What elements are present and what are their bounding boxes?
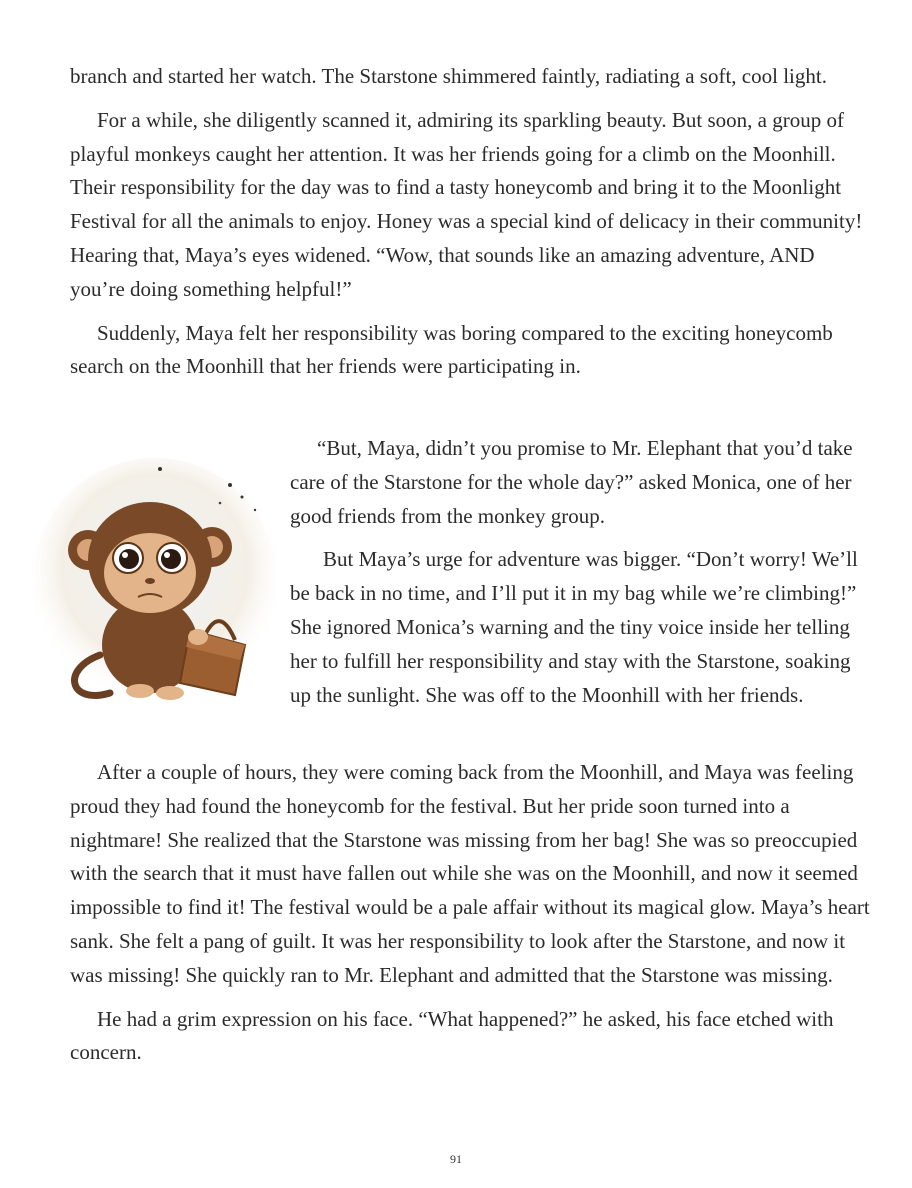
- paragraph: He had a grim expression on his face. “What happened?” he asked, his face etched with concern.: [70, 1006, 834, 1065]
- paragraph: But Maya’s urge for adventure was bigger. “Don’t worry! We’ll be back in no time, and I’ll put it in my bag while we’re climbing!” She ignored Monica’s warning and the tiny voice inside her telling her to fulfill her responsibility and stay with the Starstone, soaking up the sunlight. She was off to the Moonhill with her friends.: [290, 547, 858, 707]
- side-text-block: [290, 432, 870, 722]
- paragraph: After a couple of hours, they were coming back from the Moonhill, and Maya was feeling proud they had found the honeycomb for the festival. But her pride soon turned into a nightmare! She realized that the Starstone was missing from her bag! She was so preoccupied with the search that it must have fallen out while she was on the Moonhill, and now it seemed impossible to find it! The festival would be a pale affair without its magical glow. Maya’s heart sank. She felt a pang of guilt. It was her responsibility to look after the Starstone, and now it was missing! She quickly ran to Mr. Elephant and admitted that the Starstone was missing.: [70, 760, 870, 987]
- paragraph: branch and started her watch. The Starstone shimmered faintly, radiating a soft, cool light.: [70, 64, 827, 88]
- paragraph: For a while, she diligently scanned it, admiring its sparkling beauty. But soon, a group of playful monkeys caught her attention. It was her friends going for a climb on the Moonhill. Their responsibility for the day was to find a tasty honeycomb and bring it to the Moonlight Festival for all the animals to enjoy. Honey was a special kind of delicacy in their community! Hearing that, Maya’s eyes widened. “Wow, that sounds like an amazing adventure, AND you’re doing something helpful!”: [70, 107, 863, 301]
- bottom-text-block: [70, 756, 870, 1080]
- paragraph: Suddenly, Maya felt her responsibility was boring compared to the exciting honeycomb search on the Moonhill that her friends were participating in.: [70, 320, 833, 379]
- paragraph: “But, Maya, didn’t you promise to Mr. Elephant that you’d take care of the Starstone for the whole day?” asked Monica, one of her good friends from the monkey group.: [290, 436, 853, 528]
- page-number: 91: [450, 1152, 462, 1166]
- monkey-illustration: [30, 455, 280, 713]
- top-text-block: [70, 60, 870, 394]
